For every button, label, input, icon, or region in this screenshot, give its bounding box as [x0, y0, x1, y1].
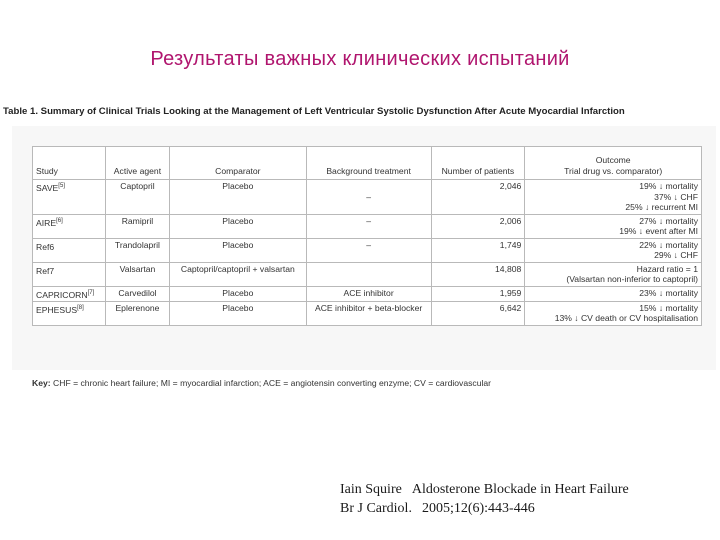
study-reference: [5] — [58, 183, 65, 189]
cell-comparator: Placebo — [169, 214, 306, 238]
citation-line-1 — [340, 480, 629, 499]
citation — [340, 480, 629, 518]
outcome-line: Hazard ratio = 1 — [636, 263, 698, 274]
cell-active-agent: Captopril — [105, 180, 169, 215]
table-key — [32, 378, 712, 388]
cell-outcome — [525, 301, 702, 325]
header-comparator: Comparator — [169, 147, 306, 180]
study-name: Ref6 — [36, 241, 55, 252]
table-row — [33, 214, 702, 238]
table-row — [33, 286, 702, 301]
study-name: EPHESUS — [36, 304, 78, 315]
header-number-of-patients: Number of patients — [431, 147, 525, 180]
study-name: SAVE — [36, 182, 59, 193]
header-background-treatment: Background treatment — [306, 147, 431, 180]
cell-outcome — [525, 262, 702, 286]
outcome-line: (Valsartan non-inferior to captopril) — [566, 274, 698, 284]
cell-comparator: Placebo — [169, 301, 306, 325]
citation-journal: Br J Cardiol. — [340, 501, 412, 516]
outcome-line: 23% ↓ mortality — [639, 287, 698, 298]
cell-outcome — [525, 286, 702, 301]
study-reference: [6] — [56, 217, 63, 224]
header-outcome — [525, 147, 702, 180]
outcome-line: 19% ↓ event after MI — [619, 226, 698, 236]
table-row — [33, 301, 702, 325]
header-active-agent: Active agent — [105, 147, 169, 180]
outcome-line: 25% ↓ recurrent MI — [625, 202, 698, 212]
outcome-line: 13% ↓ CV death or CV hospitalisation — [554, 313, 698, 324]
cell-background-treatment: – — [306, 238, 431, 262]
table-row — [33, 262, 702, 286]
table-row — [33, 180, 702, 215]
study-reference: [7] — [87, 289, 95, 296]
cell-active-agent: Carvedilol — [105, 286, 169, 301]
outcome-line: 19% ↓ mortality — [639, 181, 698, 191]
cell-active-agent: Ramipril — [105, 214, 169, 238]
citation-line-2 — [340, 499, 629, 518]
header-outcome-line2: Trial drug vs. comparator) — [564, 165, 663, 176]
cell-active-agent: Trandolapril — [105, 238, 169, 262]
slide-title: Результаты важных клинических испытаний — [150, 48, 570, 70]
cell-outcome — [525, 238, 702, 262]
study-name: Ref7 — [36, 265, 55, 276]
cell-comparator: Placebo — [169, 180, 306, 215]
cell-study — [33, 238, 106, 262]
cell-background-treatment: ACE inhibitor — [306, 286, 431, 301]
citation-author: Iain Squire — [340, 482, 402, 497]
cell-comparator: Placebo — [169, 286, 306, 301]
citation-title: Aldosterone Blockade in Heart Failure — [411, 482, 629, 497]
table-header-row — [33, 147, 702, 180]
cell-study — [33, 214, 106, 238]
outcome-line: 37% ↓ CHF — [654, 191, 698, 202]
cell-number-of-patients: 1,749 — [431, 238, 525, 262]
cell-comparator: Placebo — [169, 238, 306, 262]
cell-study — [33, 301, 106, 325]
cell-number-of-patients: 2,006 — [431, 214, 525, 238]
cell-study — [33, 180, 106, 215]
outcome-line: 27% ↓ mortality — [639, 215, 698, 226]
cell-active-agent: Valsartan — [105, 262, 169, 286]
header-outcome-line1: Outcome — [595, 155, 631, 165]
cell-number-of-patients: 14,808 — [431, 262, 525, 286]
table-key-text: CHF = chronic heart failure; MI = myocardial infarction; ACE = angiotensin converting enzyme; CV = cardiovascular — [53, 378, 492, 388]
table-key-label: Key: — [32, 378, 51, 388]
cell-study — [33, 262, 106, 286]
cell-outcome — [525, 214, 702, 238]
study-name: AIRE — [36, 217, 57, 228]
table-caption: Table 1. Summary of Clinical Trials Looking at the Management of Left Ventricular Systolic Dysfunction After Acute Myocardial Infarction — [3, 106, 625, 117]
cell-study — [33, 286, 106, 301]
cell-number-of-patients: 2,046 — [431, 180, 525, 215]
cell-number-of-patients: 1,959 — [431, 286, 525, 301]
citation-reference: 2005;12(6):443-446 — [421, 501, 535, 516]
cell-number-of-patients: 6,642 — [431, 301, 525, 325]
cell-background-treatment: – — [306, 214, 431, 238]
cell-background-treatment: – — [306, 180, 431, 215]
study-reference: [8] — [77, 304, 84, 311]
outcome-line: 15% ↓ mortality — [639, 302, 698, 313]
study-name: CAPRICORN — [36, 289, 88, 300]
cell-comparator: Captopril/captopril + valsartan — [169, 262, 306, 286]
cell-outcome — [525, 180, 702, 215]
header-study: Study — [33, 147, 106, 180]
table-row — [33, 238, 702, 262]
cell-active-agent: Eplerenone — [105, 301, 169, 325]
cell-background-treatment: ACE inhibitor + beta-blocker — [306, 301, 431, 325]
cell-background-treatment — [306, 262, 431, 286]
outcome-line: 29% ↓ CHF — [654, 250, 698, 260]
outcome-line: 22% ↓ mortality — [639, 239, 698, 250]
clinical-trials-table — [32, 146, 702, 326]
